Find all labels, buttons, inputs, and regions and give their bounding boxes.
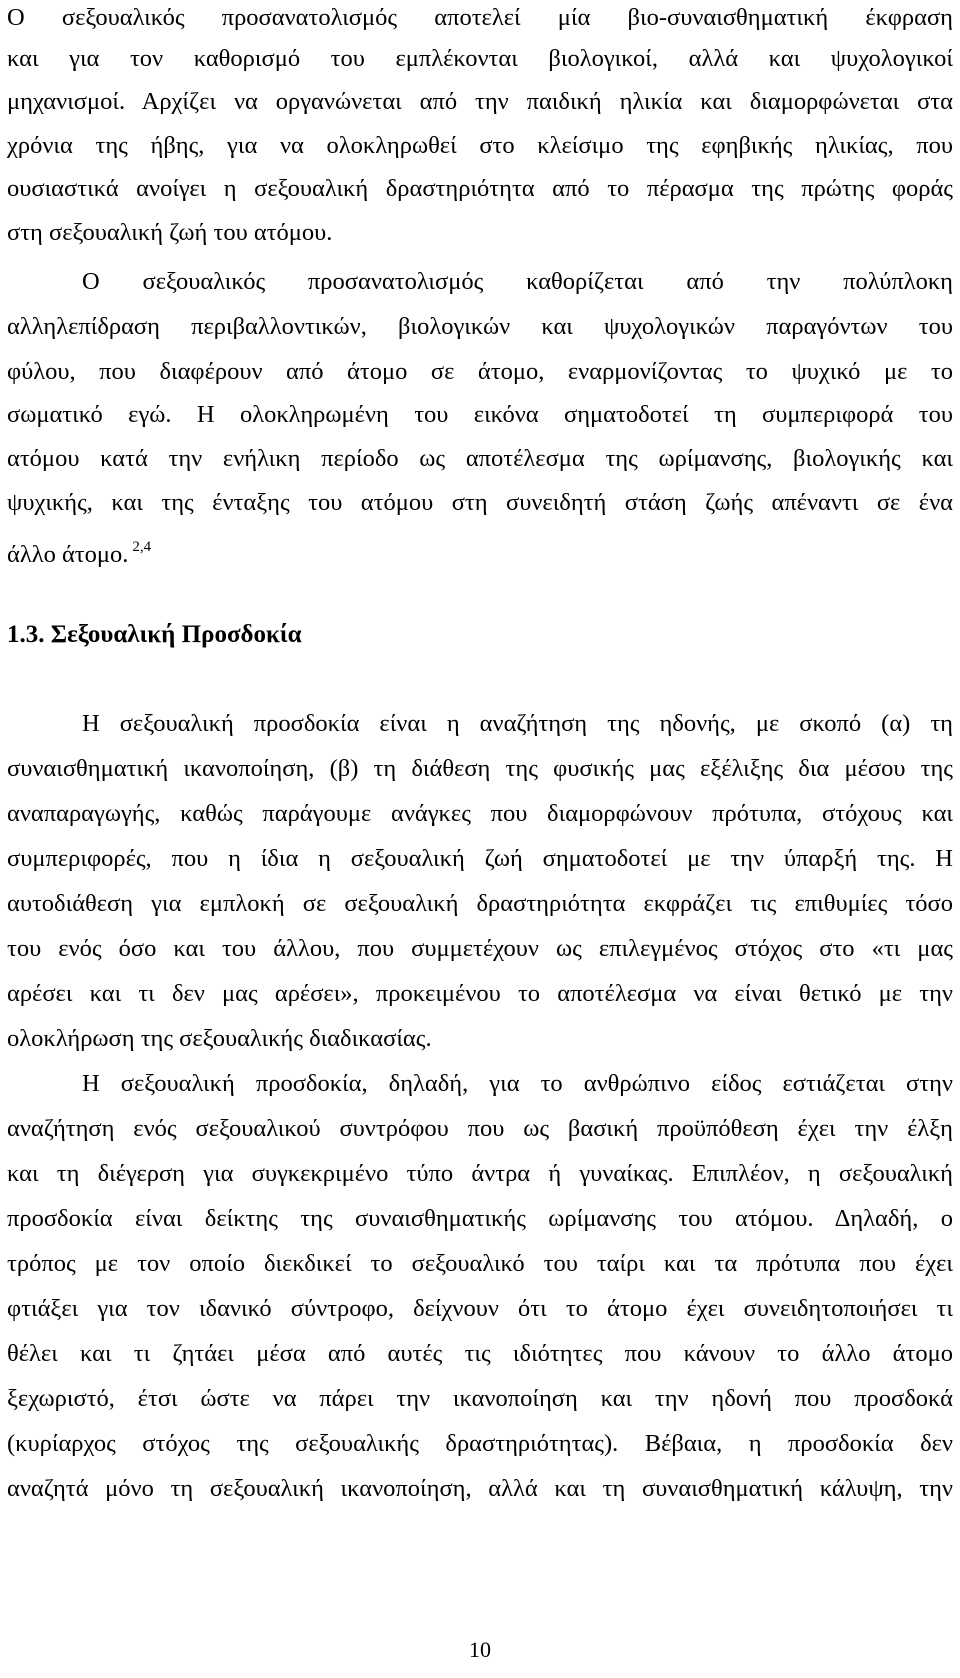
text-line-with-citation	[7, 532, 953, 570]
text-line: συμπεριφορές, που η ίδια η σεξουαλική ζωή σηματοδοτεί με την ύπαρξή της. Η	[7, 845, 953, 872]
text-line: ατόμου κατά την ενήλικη περίοδο ως αποτέλεσμα της ωρίμανσης, βιολογικής και	[7, 445, 953, 472]
text-line: μηχανισμοί. Αρχίζει να οργανώνεται από την παιδική ηλικία και διαμορφώνεται στα	[7, 88, 953, 115]
text-line: ολοκλήρωση της σεξουαλικής διαδικασίας.	[7, 1025, 432, 1052]
text-line: Η σεξουαλική προσδοκία, δηλαδή, για το ανθρώπινο είδος εστιάζεται στην	[82, 1070, 953, 1097]
section-heading: 1.3. Σεξουαλική Προσδοκία	[7, 621, 302, 648]
text-line: φτιάξει για τον ιδανικό σύντροφο, δείχνουν ότι το άτομο έχει συνειδητοποιήσει τι	[7, 1295, 953, 1322]
text-fragment: άλλο άτομο.	[7, 541, 129, 568]
text-line: σωματικό εγώ. Η ολοκληρωμένη του εικόνα σηματοδοτεί τη συμπεριφορά του	[7, 401, 953, 428]
text-line: αρέσει και τι δεν μας αρέσει», προκειμένου το αποτέλεσμα να είναι θετικό με την	[7, 980, 953, 1007]
text-line: συναισθηματική ικανοποίηση, (β) τη διάθεση της φυσικής μας εξέλιξης δια μέσου της	[7, 755, 953, 782]
text-line: Ο σεξουαλικός προσανατολισμός αποτελεί μία βιο-συναισθηματική έκφραση	[7, 4, 953, 31]
text-line: και τη διέγερση για συγκεκριμένο τύπο άντρα ή γυναίκας. Επιπλέον, η σεξουαλική	[7, 1160, 953, 1187]
text-line: (κυρίαρχος στόχος της σεξουαλικής δραστηριότητας). Βέβαια, η προσδοκία δεν	[7, 1430, 953, 1457]
text-line: Η σεξουαλική προσδοκία είναι η αναζήτηση της ηδονής, με σκοπό (α) τη	[82, 710, 953, 737]
text-line: του ενός όσο και του άλλου, που συμμετέχουν ως επιλεγμένος στόχος στο «τι μας	[7, 935, 953, 962]
text-line: στη σεξουαλική ζωή του ατόμου.	[7, 219, 333, 246]
text-line: και για τον καθορισμό του εμπλέκονται βιολογικοί, αλλά και ψυχολογικοί	[7, 45, 953, 72]
text-line: προσδοκία είναι δείκτης της συναισθηματικής ωρίμανσης του ατόμου. Δηλαδή, ο	[7, 1205, 953, 1232]
text-line: αυτοδιάθεση για εμπλοκή σε σεξουαλική δραστηριότητα εκφράζει τις επιθυμίες τόσο	[7, 890, 953, 917]
text-line: χρόνια της ήβης, για να ολοκληρωθεί στο κλείσιμο της εφηβικής ηλικίας, που	[7, 132, 953, 159]
text-line: φύλου, που διαφέρουν από άτομο σε άτομο, εναρμονίζοντας το ψυχικό με το	[7, 358, 953, 385]
text-line: ξεχωριστό, έτσι ώστε να πάρει την ικανοποίηση και την ηδονή που προσδοκά	[7, 1385, 953, 1412]
text-line: αλληλεπίδραση περιβαλλοντικών, βιολογικών και ψυχολογικών παραγόντων του	[7, 313, 953, 340]
text-line: τρόπος με τον οποίο διεκδικεί το σεξουαλικό του ταίρι και τα πρότυπα που έχει	[7, 1250, 953, 1277]
text-line: αναζήτηση ενός σεξουαλικού συντρόφου που ως βασική προϋπόθεση έχει την έλξη	[7, 1115, 953, 1142]
text-line: Ο σεξουαλικός προσανατολισμός καθορίζεται από την πολύπλοκη	[82, 268, 953, 295]
text-line: θέλει και τι ζητάει μέσα από αυτές τις ιδιότητες που κάνουν το άλλο άτομο	[7, 1340, 953, 1367]
text-line: αναπαραγωγής, καθώς παράγουμε ανάγκες που διαμορφώνουν πρότυπα, στόχους και	[7, 800, 953, 827]
page-number: 10	[469, 1637, 491, 1662]
citation-superscript: 2,4	[132, 539, 152, 555]
text-line: ψυχικής, και της ένταξης του ατόμου στη συνειδητή στάση ζωής απέναντι σε ένα	[7, 489, 953, 516]
text-line: αναζητά μόνο τη σεξουαλική ικανοποίηση, αλλά και τη συναισθηματική κάλυψη, την	[7, 1475, 953, 1502]
text-line: ουσιαστικά ανοίγει η σεξουαλική δραστηριότητα από το πέρασμα της πρώτης φοράς	[7, 175, 953, 202]
